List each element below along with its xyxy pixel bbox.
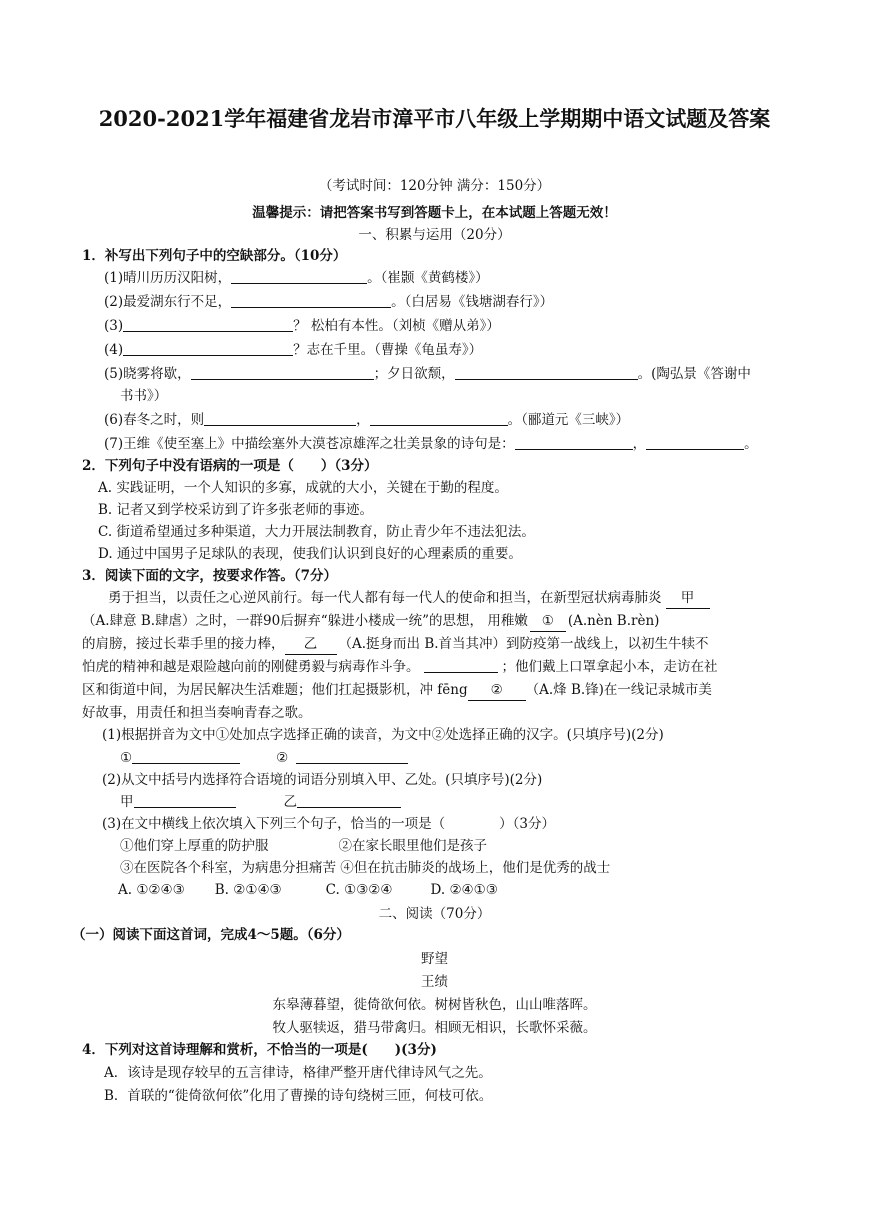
q3-sentences-2: ③在医院各个科室，为病患分担痛苦 ④但在抗击肺炎的战场上，他们是优秀的战士	[120, 860, 611, 876]
q4-option-b[interactable]: B．首联的“徙倚欲何依”化用了曹操的诗句绕树三匝，何枝可依。	[104, 1088, 493, 1104]
question-4-title: 4．下列对这首诗理解和赏析，不恰当的一项是( )(3分)	[82, 1042, 437, 1058]
choice-d[interactable]: D. ②④①③	[430, 882, 498, 898]
section-heading: 一、积累与运用（20分）	[358, 227, 511, 243]
q1-item-4	[104, 340, 482, 360]
question-3-title: 3．阅读下面的文字，按要求作答。（7分）	[82, 568, 338, 584]
q1-item-7-comma: ，	[632, 436, 647, 452]
answer-blank[interactable]	[515, 435, 633, 450]
answer-blank[interactable]	[204, 411, 356, 426]
question-2-title: 2．下列句子中没有语病的一项是（ ）（3分）	[82, 458, 378, 474]
q1-item-4-num: (4)	[104, 342, 124, 358]
q2-option-a[interactable]: A. 实践证明，一个人知识的多寡，成就的大小，关键在于勤的程度。	[98, 480, 508, 496]
answer-label-yi: 乙	[283, 794, 297, 810]
answer-label-2: ②	[276, 750, 289, 766]
answer-label-jia: 甲	[120, 794, 134, 810]
q3-sentences-1	[120, 836, 487, 856]
blank-yi[interactable]: 乙	[285, 634, 337, 655]
blank-jia[interactable]: 甲	[666, 588, 710, 609]
passage-text: (A.nèn B.rèn)	[567, 613, 660, 629]
q1-item-2-text: (2)最爱湖东行不足，	[104, 294, 232, 310]
q1-item-6-comma: ，	[356, 412, 370, 428]
q4-option-a[interactable]: A．该诗是现存较早的五言律诗，格律严整开唐代律诗风气之先。	[104, 1065, 492, 1081]
passage-text: 的肩膀，接过长辈手里的接力棒，	[82, 636, 285, 652]
passage-text: （A.烽 B.锋)在一线记录城市美	[525, 682, 712, 698]
q1-item-2-source: 。（白居易《钱塘湖春行》）	[391, 294, 554, 310]
q3-sub-2: (2)从文中括号内选择符合语境的词语分别填入甲、乙处。(只填序号)(2分)	[102, 772, 543, 788]
q1-item-5-text-2: ；夕日欲颓，	[373, 366, 455, 382]
q3-sub-1: (1)根据拼音为文中①处加点字选择正确的读音，为文中②处选择正确的汉字。(只填序号)(2分)	[102, 727, 664, 743]
answer-blank[interactable]	[123, 341, 293, 356]
reading-1-title: （一）阅读下面这首词，完成4～5题。（6分）	[72, 927, 350, 943]
passage-line-6: 好故事，用责任和担当奏响青春之歌。	[82, 705, 312, 721]
answer-blank[interactable]	[123, 317, 293, 332]
q1-item-1	[104, 268, 489, 288]
q1-item-7-text: (7)王维《使至塞上》中描绘塞外大漠苍凉雄浑之壮美景象的诗句是：	[104, 436, 515, 452]
page-title: 2020-2021学年福建省龙岩市漳平市八年级上学期期中语文试题及答案	[98, 106, 771, 131]
blank-2[interactable]: ②	[468, 680, 526, 701]
sentence-blank[interactable]	[424, 658, 498, 673]
q3-sub-3: (3)在文中横线上依次填入下列三个句子，恰当的一项是（ ）（3分）	[102, 816, 555, 832]
answer-blank[interactable]	[231, 293, 391, 308]
passage-text: 勇于担当，以责任之心逆风前行。每一代人都有每一代人的使命和担当，在新型冠状病毒肺炎	[108, 590, 662, 606]
q1-item-2	[104, 292, 553, 312]
q2-option-d[interactable]: D. 通过中国男子足球队的表现，使我们认识到良好的心理素质的重要。	[98, 546, 522, 562]
q1-item-1-source: 。（崔颢《黄鹤楼》）	[367, 270, 489, 286]
answer-blank[interactable]	[231, 269, 367, 284]
poem-line-1: 东皋薄暮望，徙倚欲何依。树树皆秋色，山山唯落晖。	[272, 997, 597, 1013]
passage-line-5	[82, 680, 712, 701]
choice-a[interactable]: A. ①②④③	[118, 882, 185, 898]
answer-blank[interactable]	[370, 411, 508, 426]
poem-line-2: 牧人驱犊返，猎马带禽归。相顾无相识，长歌怀采薇。	[272, 1020, 597, 1036]
answer-blank[interactable]	[134, 793, 236, 808]
q1-item-6-source: 。（郦道元《三峡》）	[507, 412, 630, 428]
q1-item-5-cont: 书书》）	[120, 388, 168, 404]
passage-text: （A.肆意 B.肆虐）之时，一群90后摒弃“躲进小楼成一统”的思想， 用稚嫩	[82, 613, 528, 629]
sentence-option: ①他们穿上厚重的防护服	[120, 838, 269, 854]
section-heading-2: 二、阅读（70分）	[378, 906, 491, 922]
reminder: 温馨提示：请把答案书写到答题卡上，在本试题上答题无效！	[252, 205, 617, 221]
q1-item-5-source: 。(陶弘景《答谢中	[637, 366, 751, 382]
passage-text: （A.挺身而出 B.首当其冲）到防疫第一战线上，以初生牛犊不	[338, 636, 709, 652]
q1-item-4-text: ？志在千里。（曹操《龟虽寿》）	[293, 342, 483, 358]
passage-line-4	[82, 657, 718, 677]
answer-blank[interactable]	[296, 749, 408, 764]
sentence-option: ②在家长眼里他们是孩子	[338, 838, 487, 854]
q1-item-5	[104, 364, 751, 384]
choice-c[interactable]: C. ①③②④	[325, 882, 393, 898]
q1-item-6	[104, 410, 629, 430]
q1-item-3-text: ？ 松柏有本性。（刘桢《赠从弟》）	[293, 318, 500, 334]
blank-1[interactable]: ①	[530, 611, 566, 632]
passage-line-2	[82, 611, 659, 632]
answer-blank[interactable]	[132, 749, 240, 764]
q1-item-5-text: (5)晓雾将歇，	[104, 366, 191, 382]
answer-blank[interactable]	[646, 435, 744, 450]
q3-sub-1-answers	[120, 748, 408, 768]
passage-line-1	[108, 588, 710, 609]
q2-option-c[interactable]: C. 街道希望通过多种渠道，大力开展法制教育，防止青少年不违法犯法。	[98, 524, 535, 540]
question-1-title: 1．补写出下列句子中的空缺部分。（10分）	[82, 248, 347, 264]
answer-blank[interactable]	[191, 365, 374, 380]
exam-info: （考试时间：120分钟 满分：150分）	[318, 178, 551, 194]
q3-sub-2-answers	[120, 792, 401, 812]
q3-choices	[118, 880, 498, 900]
passage-text: 区和街道中间，为居民解决生活难题；他们扛起摄影机，冲 fēng	[82, 682, 468, 698]
answer-blank[interactable]	[455, 365, 638, 380]
choice-b[interactable]: B. ②①④③	[214, 882, 282, 898]
q1-item-7	[104, 434, 758, 454]
q1-item-6-text: (6)春冬之时，则	[104, 412, 205, 428]
passage-text: ；他们戴上口罩拿起小本，走访在社	[501, 659, 718, 675]
poem-title: 野望	[421, 951, 448, 967]
passage-text: 怕虎的精神和越是艰险越向前的刚健勇毅与病毒作斗争。	[82, 659, 420, 675]
passage-line-3	[82, 634, 709, 655]
q1-item-7-end: 。	[744, 436, 758, 452]
poem-author: 王绩	[421, 974, 448, 990]
q1-item-3-num: (3)	[104, 318, 124, 334]
answer-blank[interactable]	[297, 793, 401, 808]
q2-option-b[interactable]: B. 记者又到学校采访到了许多张老师的事迹。	[98, 502, 374, 518]
q1-item-1-text: (1)晴川历历汉阳树，	[104, 270, 232, 286]
q1-item-3	[104, 316, 500, 336]
answer-label-1: ①	[120, 750, 133, 766]
